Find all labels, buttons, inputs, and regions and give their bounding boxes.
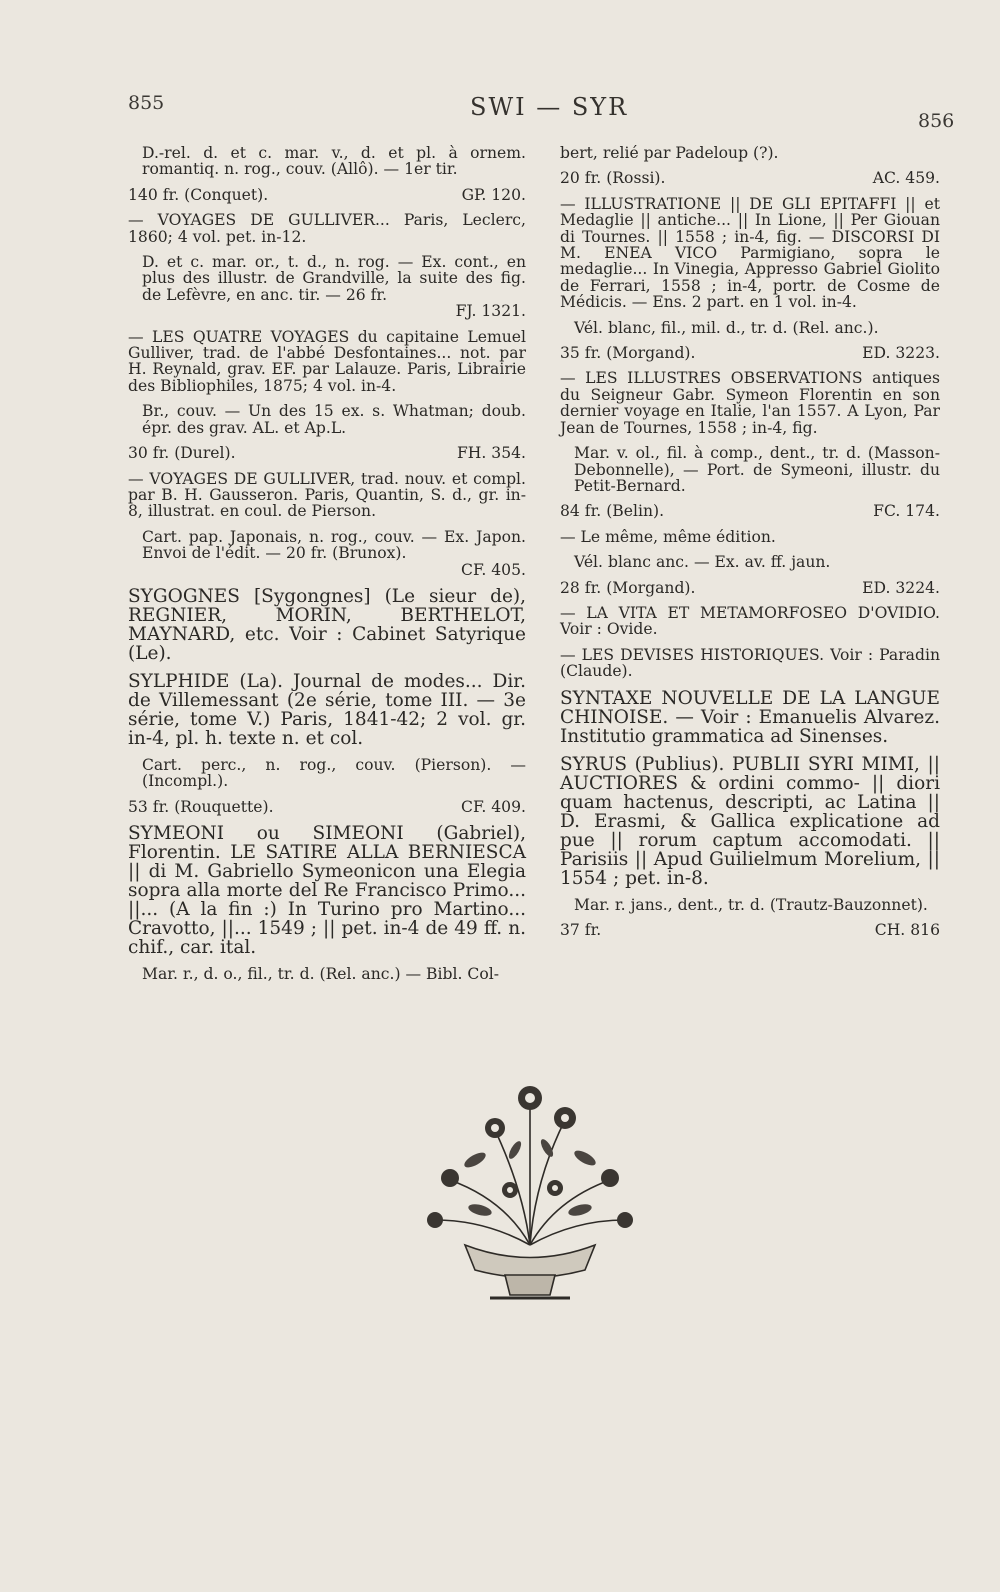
binding-note: D.-rel. d. et c. mar. v., d. et pl. à ornem. romantiq. n. rog., couv. (Allô). — 1er tir. (142, 144, 526, 179)
binding-note: bert, relié par Padeloup (?). (560, 144, 779, 162)
entry: — ILLUSTRATIONE || DE GLI EPITAFFI || et Medaglie || antiche... || In Lione, || Per Giouan di Tournes. || 1558 ; in-4, fig. — DISCORSI DI M. ENEA VICO Parmigiano, sopra le medaglie... In Vinegia, Appresso Gabriel Giolito de Ferrari, 1558 ; in-4, portr. de Cosme de Médicis. — Ens. 2 part. en 1 vol. in-4. (560, 194, 940, 312)
sale-reference: CH. 816 (874, 920, 940, 939)
binding-note: Mar. r., d. o., fil., tr. d. (Rel. anc.) — Bibl. Col- (142, 965, 499, 984)
binding-note: Br., couv. — Un des 15 ex. s. Whatman; doub. épr. des grav. AL. et Ap.L. (142, 402, 526, 437)
entry: — VOYAGES DE GULLIVER... Paris, Leclerc, 1860; 4 vol. pet. in-12. (128, 211, 526, 246)
sale-reference: FC. 174. (873, 502, 940, 521)
price: 84 fr. (Belin). (560, 502, 665, 521)
price-line (128, 799, 526, 815)
page-number-right: 856 (918, 110, 955, 132)
binding-note: Cart. perc., n. rog., couv. (Pierson). — (Incompl.). (142, 755, 526, 791)
price: 37 fr. (560, 920, 602, 939)
entry: — LA VITA ET METAMORFOSEO D'OVIDIO. Voir : Ovide. (560, 603, 940, 639)
entry: — VOYAGES DE GULLIVER, trad. nouv. et compl. par B. H. Gausseron. Paris, Quantin, S. d., gr. in-8, illustrat. en coul. de Pierson. (128, 469, 526, 521)
price: 140 fr. (Conquet). (128, 185, 269, 204)
price-line (128, 445, 526, 461)
entry: — LES QUATRE VOYAGES du capitaine Lemuel Gulliver, trad. de l'abbé Desfontaines... not. par H. Reynald, grav. EF. par Lalauze. Paris, Librairie des Bibliophiles, 1875; 4 vol. in-4. (128, 327, 526, 395)
price-line (560, 345, 940, 361)
left-column (128, 145, 526, 992)
price-line (128, 187, 526, 203)
price-line (560, 170, 940, 186)
entry: — LES DEVISES HISTORIQUES. Voir : Paradin (Claude). (560, 645, 940, 681)
binding-note: Mar. r. jans., dent., tr. d. (Trautz-Bauzonnet). (574, 895, 928, 914)
running-head: SWI — SYR (470, 93, 629, 121)
entry: — Le même, même édition. (560, 527, 776, 546)
price: 53 fr. (Rouquette). (128, 797, 274, 816)
page-number-left: 855 (128, 92, 165, 114)
price: 30 fr. (Durel). (128, 444, 236, 463)
heading-entry: SYMEONI ou SIMEONI (Gabriel), Florentin. LE SATIRE ALLA BERNIESCA || di M. Gabriello Symeonicon una Elegia sopra alla morte del Re Francisco Primo... ||... (A la fin :) In Turino pro Martino... Cravotto, ||... 1549 ; || pet. in-4 de 49 ff. n. chif., car. ital. (128, 823, 526, 959)
price-line (560, 580, 940, 596)
flower-vase-ornament-icon (405, 1070, 655, 1310)
heading-entry: SYGOGNES [Sygongnes] (Le sieur de), REGNIER, MORIN, BERTHELOT, MAYNARD, etc. Voir : Cabinet Satyrique (Le). (128, 585, 526, 664)
binding-note: Mar. v. ol., fil. à comp., dent., tr. d. (Masson-Debonnelle), — Port. de Symeoni, illustr. du Petit-Bernard. (574, 444, 940, 495)
price: 28 fr. (Morgand). (560, 578, 696, 597)
heading-entry: SYNTAXE NOUVELLE DE LA LANGUE CHINOISE. — Voir : Emanuelis Alvarez. Institutio grammatica ad Sinenses. (560, 687, 940, 747)
binding-note: Vél. blanc, fil., mil. d., tr. d. (Rel. anc.). (574, 318, 879, 337)
sale-reference: CF. 409. (461, 797, 526, 816)
sale-reference: AC. 459. (872, 169, 940, 188)
sale-reference: ED. 3223. (862, 344, 940, 363)
price-line (560, 922, 940, 938)
entry: — LES ILLUSTRES OBSERVATIONS antiques du Seigneur Gabr. Symeon Florentin en son dernier voyage en Italie, l'an 1557. A Lyon, Par Jean de Tournes, 1558 ; in-4, fig. (560, 369, 940, 437)
binding-note: Vél. blanc anc. — Ex. av. ff. jaun. (574, 553, 831, 572)
binding-note: D. et c. mar. or., t. d., n. rog. — Ex. cont., en plus des illustr. de Grandville, la suite des fig. de Lefèvre, en anc. tir. — 26 fr. (142, 253, 526, 304)
sale-reference: GP. 120. (461, 185, 526, 204)
heading-entry: SYLPHIDE (La). Journal de modes... Dir. de Villemessant (2e série, tome III. — 3e série, tome V.) Paris, 1841-42; 2 vol. gr. in-4, pl. h. texte n. et col. (128, 670, 526, 749)
sale-reference: CF. 405. (461, 560, 526, 579)
sale-reference: FH. 354. (456, 444, 526, 463)
sale-reference: ED. 3224. (862, 578, 940, 597)
sale-reference: FJ. 1321. (455, 302, 526, 321)
price-line (560, 503, 940, 519)
price: 35 fr. (Morgand). (560, 344, 696, 363)
heading-entry: SYRUS (Publius). PUBLII SYRI MIMI, || AUCTIORES & ordini commo- || diori quam hactenus, descripti, ac Latina || D. Erasmi, & Gallica explicatione ad pue || rorum captum accomodati. || Parisiis || Apud Guilielmum Morelium, || 1554 ; pet. in-8. (560, 753, 940, 889)
right-column (560, 145, 940, 947)
binding-note: Cart. pap. Japonais, n. rog., couv. — Ex. Japon. Envoi de l'édit. — 20 fr. (Brunox). (142, 527, 526, 563)
price: 20 fr. (Rossi). (560, 169, 666, 188)
